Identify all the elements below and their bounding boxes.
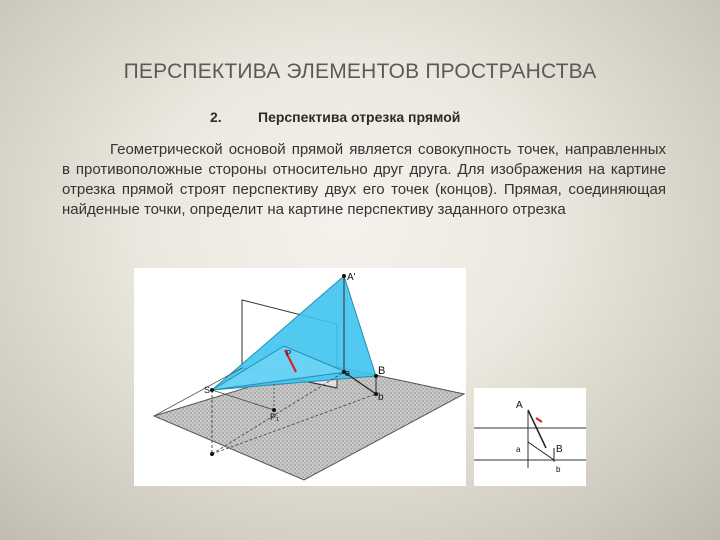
body-paragraph: Геометрической основой прямой является совокупность точек, направленных в противоположные стороны относительно друг друга. Для изображения на картине отрезка прямой строят перспективу двух его точек (концов). Прямая, соединяющая найденные точки, определит на картине перспективу заданного отрезка	[62, 141, 666, 218]
section-heading	[210, 109, 460, 125]
inset-segment-ab	[528, 442, 554, 460]
inset-red-mark	[536, 418, 542, 422]
label-A-prime: A'	[347, 272, 356, 283]
inset-label-A: A	[516, 400, 523, 411]
point-A-prime	[342, 274, 346, 278]
section-number: 2.	[210, 109, 222, 125]
inset-label-B: B	[556, 444, 563, 455]
section-title: Перспектива отрезка прямой	[258, 109, 461, 125]
label-S: S	[204, 385, 211, 395]
point-S	[210, 388, 214, 392]
point-s-ground	[210, 452, 214, 456]
inset-label-a: a	[516, 445, 521, 454]
inset-segment-AB	[528, 410, 546, 448]
label-P: P	[286, 349, 292, 358]
orthographic-inset	[474, 388, 586, 486]
perspective-diagram	[134, 268, 466, 486]
label-B: B	[378, 365, 386, 377]
label-P1: P₁	[270, 412, 280, 422]
slide-title: ПЕРСПЕКТИВА ЭЛЕМЕНТОВ ПРОСТРАНСТВА	[123, 60, 597, 83]
label-b: b	[378, 392, 384, 403]
label-a: a	[345, 368, 351, 378]
inset-label-b: b	[556, 465, 561, 474]
